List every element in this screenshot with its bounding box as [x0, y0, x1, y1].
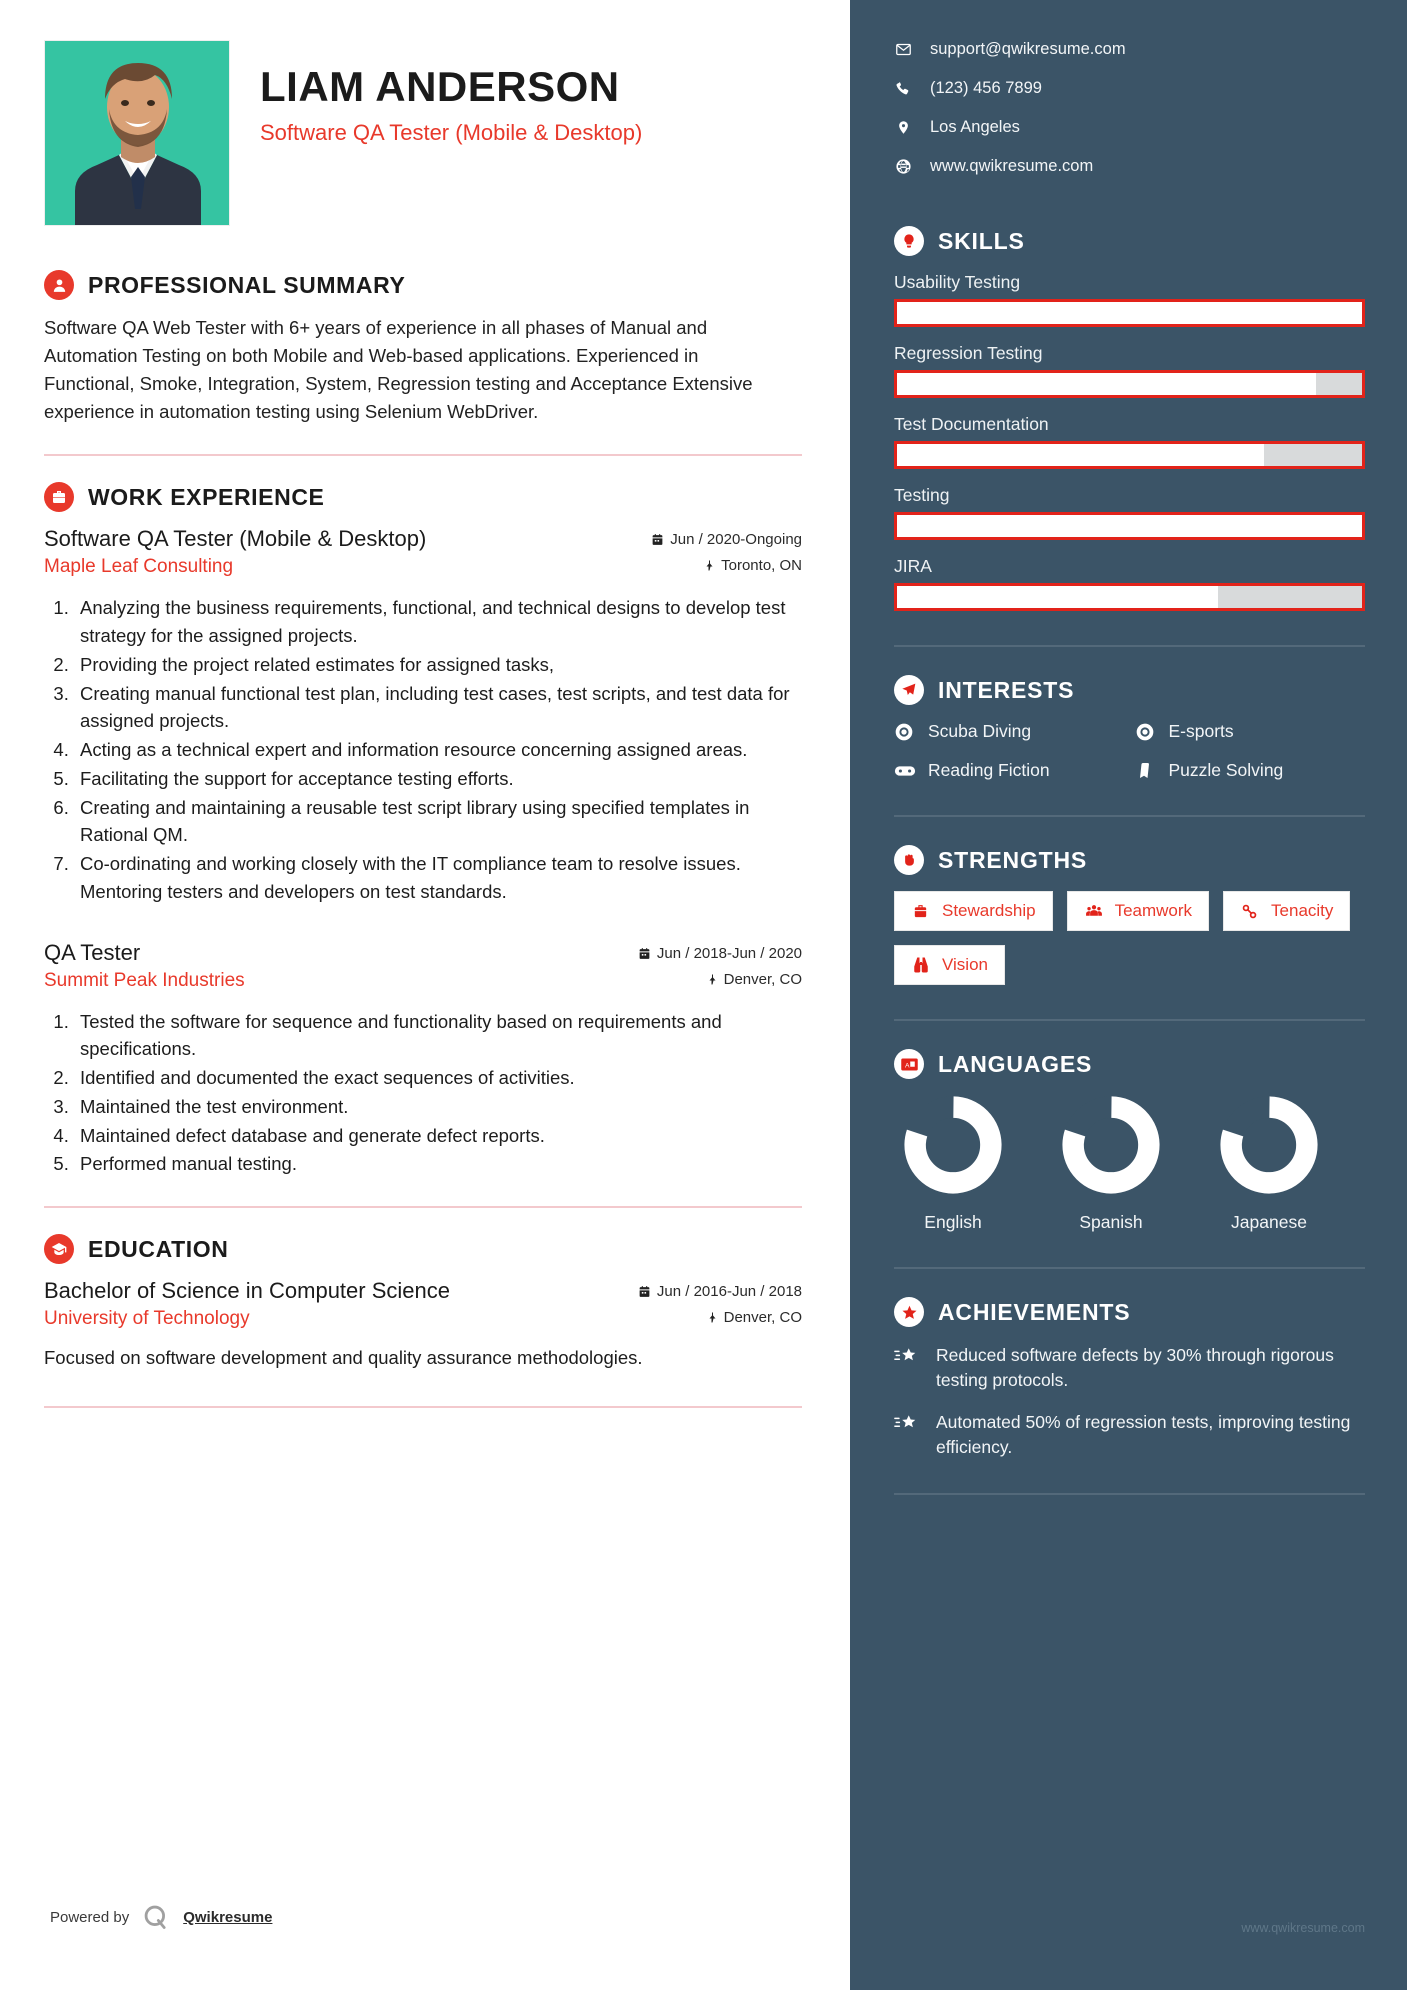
section-title: STRENGTHS — [938, 846, 1088, 873]
sidebar-footer-url: www.qwikresume.com — [1241, 1921, 1365, 1935]
svg-text:A: A — [904, 1062, 910, 1069]
interest-label: Puzzle Solving — [1168, 760, 1284, 780]
list-item: 1. Analyzing the business requirements, functional, and technical designs to develop test strategy for the assigned projects. — [74, 594, 802, 650]
education-subheader — [44, 1308, 802, 1330]
section-title: LANGUAGES — [938, 1050, 1093, 1077]
pin-icon — [703, 559, 715, 572]
qwikresume-link[interactable]: Qwikresume — [183, 1908, 273, 1926]
job-entry — [44, 526, 802, 905]
section-strengths — [894, 845, 1365, 985]
interest-item — [894, 760, 1125, 781]
job-title: Software QA Tester (Mobile & Desktop) — [44, 526, 427, 552]
graduation-icon — [44, 1234, 74, 1264]
job-location — [706, 971, 802, 988]
job-location-text: Denver, CO — [723, 970, 802, 988]
section-interests — [894, 675, 1365, 781]
job-entry — [44, 940, 802, 1179]
list-item: 2. Identified and documented the exact sequences of activities. — [74, 1064, 802, 1092]
section-header — [894, 845, 1365, 875]
calendar-icon — [638, 947, 651, 960]
section-header — [894, 1049, 1365, 1079]
list-item: 5. Facilitating the support for acceptance testing efforts. — [74, 765, 802, 793]
job-header — [44, 940, 802, 966]
divider — [44, 1206, 802, 1208]
list-item: 4. Maintained defect database and generate defect reports. — [74, 1122, 802, 1150]
strength-item — [1067, 891, 1209, 931]
person-icon — [44, 270, 74, 300]
divider — [894, 815, 1365, 817]
lifebuoy-icon — [1135, 722, 1157, 742]
language-donut — [903, 1095, 1003, 1195]
education-date — [638, 1283, 802, 1300]
strength-item — [1223, 891, 1350, 931]
interest-item — [1135, 760, 1366, 781]
list-item: 1. Tested the software for sequence and functionality based on requirements and specifications. — [74, 1008, 802, 1064]
skill-item — [894, 414, 1365, 469]
shooting-star-icon — [894, 1347, 920, 1367]
section-header — [44, 1234, 802, 1264]
education-description: Focused on software development and quality assurance methodologies. — [44, 1347, 643, 1369]
job-subheader — [44, 556, 802, 578]
company-name: Maple Leaf Consulting — [44, 556, 234, 578]
divider — [894, 1019, 1365, 1021]
company-name: Summit Peak Industries — [44, 969, 245, 991]
section-header — [894, 1297, 1365, 1327]
powered-by-footer — [50, 1902, 272, 1932]
skill-bar — [894, 299, 1365, 327]
job-subheader — [44, 970, 802, 992]
section-education — [44, 1234, 802, 1372]
education-location — [706, 1309, 802, 1326]
paper-plane-icon — [894, 675, 924, 705]
contact-phone-text: (123) 456 7899 — [930, 79, 1042, 97]
language-list — [894, 1095, 1365, 1233]
skill-label: Regression Testing — [894, 343, 1043, 363]
section-professional-summary — [44, 270, 802, 426]
envelope-icon — [894, 41, 912, 58]
star-badge-icon — [894, 1297, 924, 1327]
list-item: 3. Creating manual functional test plan, including test cases, test scripts, and test data for assigned projects. — [74, 680, 802, 736]
globe-icon — [894, 158, 912, 175]
divider — [44, 454, 802, 456]
achievement-text: Reduced software defects by 30% through rigorous testing protocols. — [936, 1345, 1334, 1390]
language-label: Spanish — [1079, 1212, 1143, 1232]
list-item: 5. Performed manual testing. — [74, 1150, 802, 1178]
language-donut — [1219, 1095, 1319, 1195]
divider — [894, 1493, 1365, 1495]
skill-fill — [897, 373, 1316, 395]
section-header — [894, 226, 1365, 256]
gamepad-icon — [894, 763, 916, 779]
section-skills — [894, 226, 1365, 611]
section-title: INTERESTS — [938, 676, 1075, 703]
education-entry — [44, 1278, 802, 1372]
phone-icon — [894, 81, 912, 97]
contact-website-text: www.qwikresume.com — [930, 157, 1094, 175]
divider — [894, 645, 1365, 647]
calendar-icon — [638, 1285, 651, 1298]
lightbulb-icon — [894, 226, 924, 256]
people-icon — [1084, 903, 1104, 920]
skill-bar — [894, 370, 1365, 398]
interest-label: E-sports — [1168, 721, 1234, 741]
contact-email-text: support@qwikresume.com — [930, 40, 1126, 58]
skill-bar — [894, 583, 1365, 611]
strength-label: Tenacity — [1271, 901, 1334, 920]
sidebar — [850, 0, 1407, 1990]
contact-website[interactable] — [894, 157, 1365, 176]
skill-item — [894, 343, 1365, 398]
toolbox-icon — [911, 903, 931, 920]
fist-icon — [894, 845, 924, 875]
contact-location[interactable] — [894, 118, 1365, 137]
shooting-star-icon — [894, 1414, 920, 1434]
skill-fill — [897, 515, 1362, 537]
binoculars-icon — [911, 956, 931, 974]
language-label: Japanese — [1231, 1212, 1307, 1232]
avatar — [44, 40, 230, 226]
divider — [44, 1406, 802, 1408]
achievement-text: Automated 50% of regression tests, improving testing efficiency. — [936, 1412, 1351, 1457]
skill-fill — [897, 302, 1362, 324]
list-item: 2. Providing the project related estimates for assigned tasks, — [74, 651, 802, 679]
strength-list — [894, 891, 1365, 985]
lifebuoy-icon — [894, 722, 916, 742]
language-donut — [1061, 1095, 1161, 1195]
section-title: EDUCATION — [88, 1235, 229, 1262]
job-location-text: Toronto, ON — [721, 557, 802, 575]
qwikresume-logo-icon — [141, 1902, 171, 1932]
list-item: 4. Acting as a technical expert and information resource concerning assigned areas. — [74, 736, 802, 764]
job-date — [651, 531, 802, 548]
interest-item — [1135, 721, 1366, 742]
degree-title: Bachelor of Science in Computer Science — [44, 1278, 450, 1304]
job-bullet-list — [74, 1008, 802, 1179]
language-item — [1210, 1095, 1328, 1233]
contact-location-text: Los Angeles — [930, 118, 1020, 136]
language-item — [894, 1095, 1012, 1233]
language-item — [1052, 1095, 1170, 1233]
job-title: QA Tester — [44, 939, 141, 965]
achievement-item — [894, 1343, 1365, 1392]
skill-label: Usability Testing — [894, 272, 1021, 292]
education-date-text: Jun / 2016-Jun / 2018 — [656, 1283, 802, 1301]
skill-item — [894, 556, 1365, 611]
job-date-text: Jun / 2018-Jun / 2020 — [656, 944, 802, 962]
strength-label: Teamwork — [1114, 901, 1193, 920]
list-item: 7. Co-ordinating and working closely with the IT compliance team to resolve issues. Mentoring testers and developers on test standards. — [74, 850, 802, 906]
skill-label: Testing — [894, 485, 950, 505]
strength-item — [894, 891, 1053, 931]
location-pin-icon — [894, 119, 912, 136]
language-label: English — [924, 1212, 982, 1232]
strength-label: Vision — [942, 955, 988, 974]
section-languages — [894, 1049, 1365, 1233]
section-title: SKILLS — [938, 227, 1025, 254]
book-icon — [1135, 761, 1157, 780]
section-header — [44, 482, 802, 512]
section-header — [894, 675, 1365, 705]
job-location — [703, 557, 802, 574]
job-date — [638, 945, 802, 962]
list-item: 6. Creating and maintaining a reusable test script library using specified templates in Rational QM. — [74, 794, 802, 850]
powered-by-label: Powered by — [50, 1908, 130, 1926]
skill-fill — [897, 586, 1218, 608]
calendar-icon — [651, 533, 664, 546]
skill-item — [894, 485, 1365, 540]
job-bullet-list — [74, 594, 802, 905]
interest-list — [894, 721, 1365, 781]
skill-bar — [894, 512, 1365, 540]
divider — [894, 1267, 1365, 1269]
contact-list — [894, 40, 1365, 176]
education-location-text: Denver, CO — [723, 1309, 802, 1327]
strength-item — [894, 945, 1005, 985]
job-header — [44, 526, 802, 552]
briefcase-icon — [44, 482, 74, 512]
chain-icon — [1240, 903, 1260, 920]
contact-phone[interactable] — [894, 79, 1365, 98]
section-title: ACHIEVEMENTS — [938, 1298, 1131, 1325]
name-block — [260, 40, 642, 149]
list-item: 3. Maintained the test environment. — [74, 1093, 802, 1121]
interest-label: Reading Fiction — [928, 760, 1050, 780]
skill-bar — [894, 441, 1365, 469]
job-title-subtitle: Software QA Tester (Mobile & Desktop) — [260, 120, 643, 146]
section-title: PROFESSIONAL SUMMARY — [88, 271, 406, 298]
section-header — [44, 270, 802, 300]
section-title: WORK EXPERIENCE — [88, 483, 325, 510]
skill-item — [894, 272, 1365, 327]
achievement-item — [894, 1410, 1365, 1459]
job-date-text: Jun / 2020-Ongoing — [670, 531, 802, 549]
skill-label: Test Documentation — [894, 414, 1049, 434]
skill-fill — [897, 444, 1264, 466]
school-name: University of Technology — [44, 1308, 250, 1330]
translate-icon — [894, 1049, 924, 1079]
pin-icon — [706, 973, 718, 986]
interest-label: Scuba Diving — [928, 721, 1032, 741]
contact-email[interactable] — [894, 40, 1365, 59]
resume-header — [44, 40, 802, 226]
skill-label: JIRA — [894, 556, 932, 576]
interest-item — [894, 721, 1125, 742]
strength-label: Stewardship — [942, 901, 1036, 920]
page-title: LIAM ANDERSON — [260, 63, 620, 110]
section-achievements — [894, 1297, 1365, 1459]
pin-icon — [706, 1311, 718, 1324]
section-work-experience — [44, 482, 802, 1178]
education-header — [44, 1278, 802, 1304]
summary-text: Software QA Web Tester with 6+ years of experience in all phases of Manual and Automation Testing on both Mobile and Web-based applications. Experienced in Functional, Smoke, Integration, System, Regression testing and Acceptance Extensive experience in automation testing using Selenium WebDriver. — [44, 317, 753, 423]
